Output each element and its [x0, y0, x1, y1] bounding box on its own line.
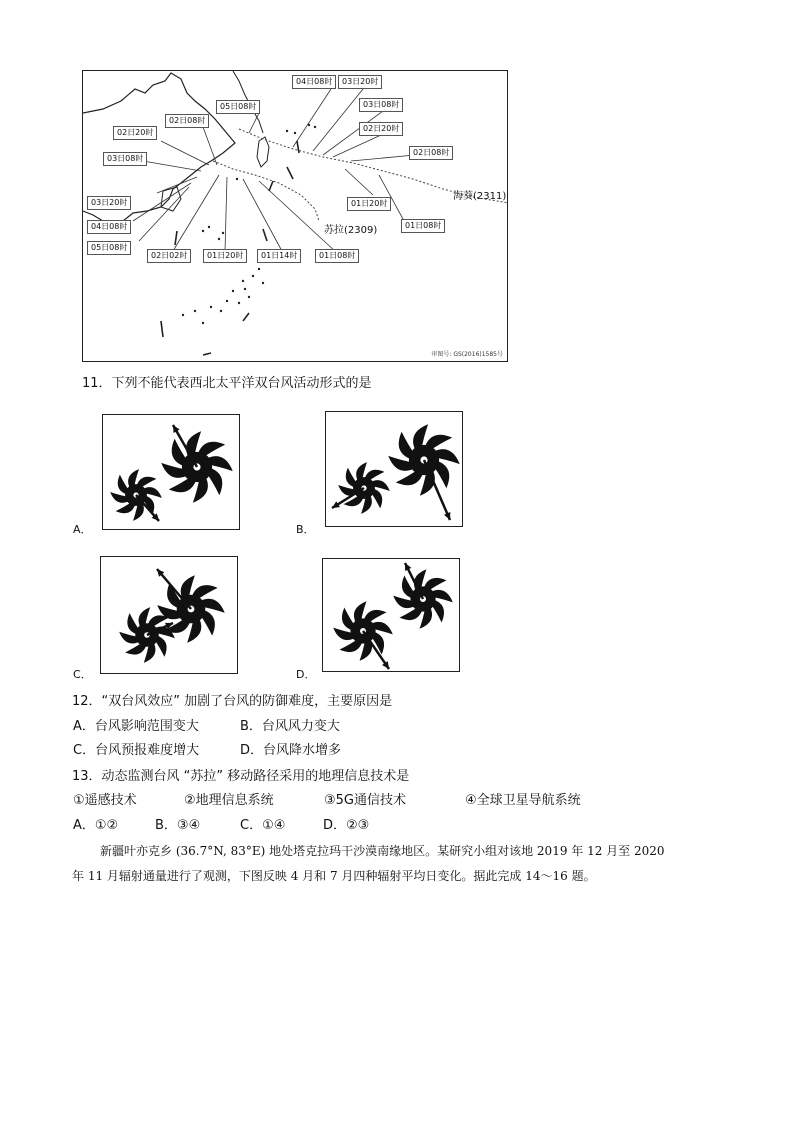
question-13-option-d[interactable]: D．②③: [323, 818, 370, 833]
option-d-figure: [322, 558, 460, 672]
map-label: 05日08时: [87, 241, 131, 255]
saola-track: [213, 161, 319, 221]
islands: [182, 124, 316, 324]
map-label: 02日08时: [409, 146, 453, 160]
map-label: 01日08时: [401, 219, 445, 233]
option-d-label[interactable]: D．: [296, 668, 316, 681]
map-label: 03日20时: [87, 196, 131, 210]
typhoon-pair-b: [326, 412, 463, 527]
map-label: 02日20时: [113, 126, 157, 140]
map-label: 01日14时: [257, 249, 301, 263]
option-b-label[interactable]: B．: [296, 523, 315, 536]
map-label: 01日20时: [347, 197, 391, 211]
question-12-option-b[interactable]: B．台风风力变大: [240, 719, 340, 734]
map-label: 01日20时: [203, 249, 247, 263]
dash-lines: [161, 141, 299, 355]
map-approval-number: 审图号: GS(2016)1585号: [431, 351, 503, 358]
typhoon-track-map: [82, 70, 508, 362]
map-label: 02日02时: [147, 249, 191, 263]
map-label: 01日08时: [315, 249, 359, 263]
passage-line-2: 年 11 月辐射通量进行了观测，下图反映 4 月和 7 月四种辐射平均日变化。据此完成 14～16 题。: [72, 869, 596, 883]
map-label: 04日08时: [87, 220, 131, 234]
typhoon-name-haikui: 海葵(2311): [453, 191, 507, 202]
question-13-item: ②地理信息系统: [184, 793, 274, 808]
question-13-item: ③5G通信技术: [324, 793, 406, 808]
map-drawing: [83, 71, 508, 362]
map-label: 04日08时: [292, 75, 336, 89]
question-13-option-c[interactable]: C．①④: [240, 818, 286, 833]
question-13-stem: 13．动态监测台风 “苏拉” 移动路径采用的地理信息技术是: [72, 769, 410, 784]
passage-line-1: 新疆叶亦克乡 (36.7°N, 83°E) 地处塔克拉玛干沙漠南缘地区。某研究小组对该地 2019 年 12 月至 2020: [100, 844, 665, 858]
option-a-label[interactable]: A．: [73, 523, 92, 536]
map-label: 03日08时: [103, 152, 147, 166]
typhoon-name-saola: 苏拉(2309): [324, 225, 378, 236]
option-c-figure: [100, 556, 238, 674]
question-12-option-a[interactable]: A．台风影响范围变大: [73, 719, 199, 734]
typhoon-pair-c: [101, 557, 238, 674]
map-label: 05日08时: [216, 100, 260, 114]
question-11-stem: 11．下列不能代表西北太平洋双台风活动形式的是: [82, 376, 372, 391]
question-12-option-c[interactable]: C．台风预报难度增大: [73, 743, 200, 758]
map-label: 03日08时: [359, 98, 403, 112]
typhoon-pair-d: [323, 559, 460, 672]
map-label: 02日08时: [165, 114, 209, 128]
map-label: 02日20时: [359, 122, 403, 136]
typhoon-pair-a: [103, 415, 240, 530]
option-c-label[interactable]: C．: [73, 668, 92, 681]
question-13-option-a[interactable]: A．①②: [73, 818, 119, 833]
option-a-figure: [102, 414, 240, 530]
question-13-item: ①遥感技术: [73, 793, 137, 808]
question-12-option-d[interactable]: D．台风降水增多: [240, 743, 342, 758]
question-13-option-b[interactable]: B．③④: [155, 818, 201, 833]
question-12-stem: 12．“双台风效应” 加剧了台风的防御难度，主要原因是: [72, 694, 393, 709]
taiwan-island: [257, 137, 269, 167]
question-13-item: ④全球卫星导航系统: [465, 793, 581, 808]
option-b-figure: [325, 411, 463, 527]
map-label: 03日20时: [338, 75, 382, 89]
